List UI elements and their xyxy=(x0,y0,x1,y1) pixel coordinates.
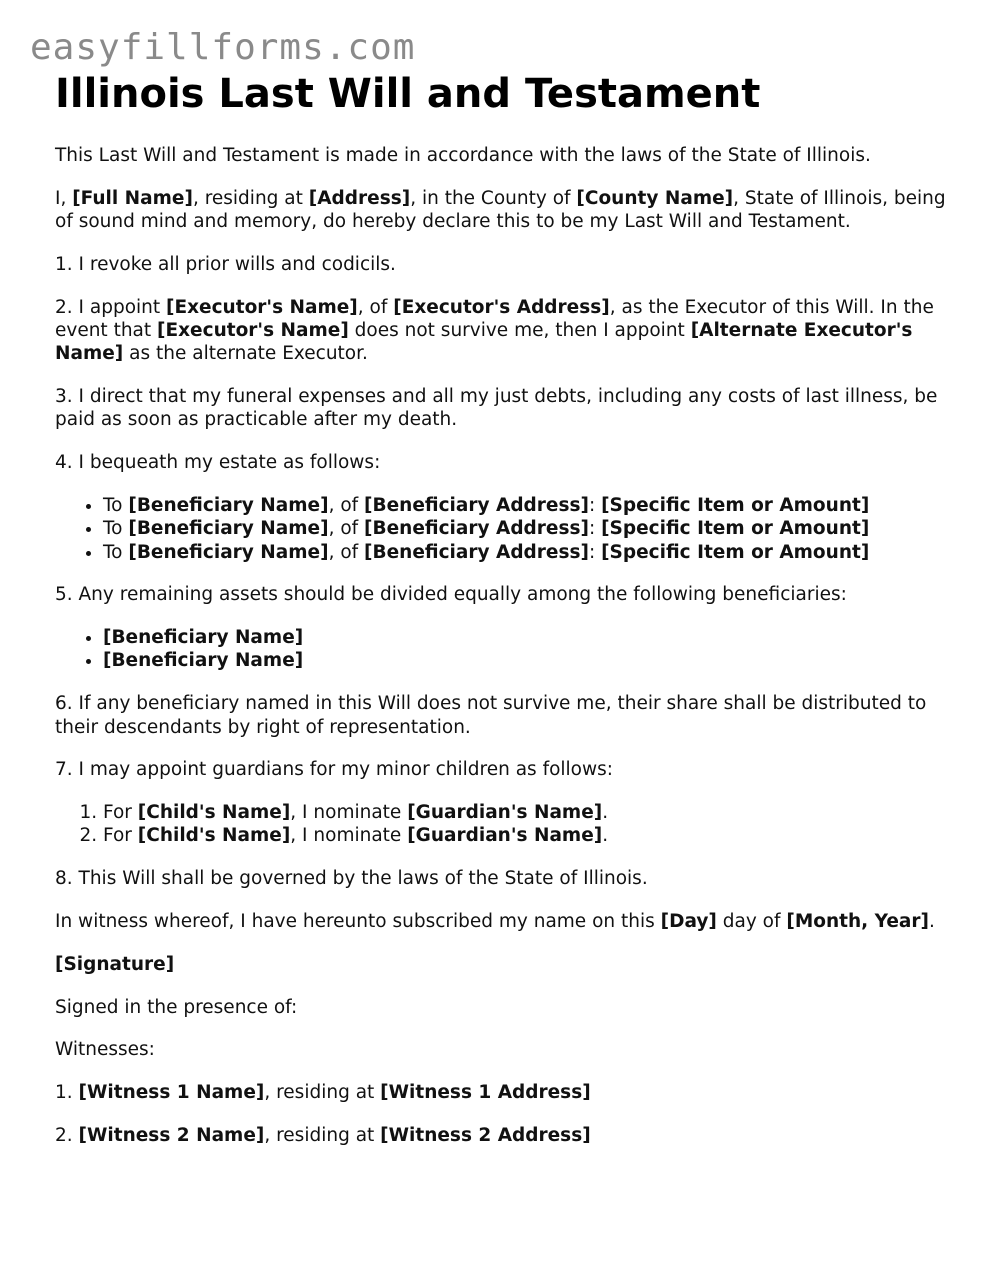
clause-residuary: 5. Any remaining assets should be divided equally among the following beneficiaries: xyxy=(55,584,847,606)
clause-lapse: 6. If any beneficiary named in this Will does not survive me, their share shall be distributed to their descendants by right of representation. xyxy=(55,693,927,738)
witness-address-field: [Witness 1 Address] xyxy=(380,1082,591,1104)
declaration-paragraph: I, [Full Name], residing at [Address], in the County of [County Name], State of Illinois, being of sound mind and memory, do hereby declare this to be my Last Will and Testament. xyxy=(55,187,946,233)
witness-name-field: [Witness 2 Name] xyxy=(78,1125,265,1147)
document-title: Illinois Last Will and Testament xyxy=(55,71,761,117)
signed-presence-text: Signed in the presence of: xyxy=(55,996,298,1018)
clause-debts: 3. I direct that my funeral expenses and all my just debts, including any costs of last illness, be paid as soon as practicable after my death. xyxy=(55,386,938,431)
clause-revoke: 1. I revoke all prior wills and codicils. xyxy=(55,253,396,275)
signature-line xyxy=(55,953,947,976)
list-item: • [Beneficiary Name] xyxy=(103,626,947,649)
list-item: • To [Beneficiary Name], of [Beneficiary Address]: [Specific Item or Amount] xyxy=(103,541,947,564)
executor-name-field: [Executor's Name] xyxy=(166,296,358,318)
guardian-list xyxy=(55,801,947,848)
county-field: [County Name] xyxy=(576,187,734,209)
address-field: [Address] xyxy=(308,187,411,209)
list-item: • [Beneficiary Name] xyxy=(103,649,947,672)
signature-field: [Signature] xyxy=(55,953,175,975)
witnesses-label: Witnesses: xyxy=(55,1039,155,1061)
witness-line-1: 1. [Witness 1 Name], residing at [Witness 1 Address] xyxy=(55,1082,591,1104)
watermark: easyfillforms.com xyxy=(30,27,416,68)
intro-paragraph: This Last Will and Testament is made in accordance with the laws of the State of Illinois. xyxy=(55,145,871,166)
clause-governing-law: 8. This Will shall be governed by the laws of the State of Illinois. xyxy=(55,868,648,890)
witness-clause: In witness whereof, I have hereunto subscribed my name on this [Day] day of [Month, Year]. xyxy=(55,911,935,933)
list-item: 1. For [Child's Name], I nominate [Guardian's Name]. xyxy=(103,801,947,824)
list-item: • To [Beneficiary Name], of [Beneficiary Address]: [Specific Item or Amount] xyxy=(103,494,947,517)
month-year-field: [Month, Year] xyxy=(786,911,929,933)
residuary-list xyxy=(55,626,947,673)
executor-address-field: [Executor's Address] xyxy=(393,296,610,318)
witness-line-2: 2. [Witness 2 Name], residing at [Witness 2 Address] xyxy=(55,1125,591,1147)
alternate-executor-field: [Alternate Executor's Name] xyxy=(55,319,913,365)
clause-bequeath: 4. I bequeath my estate as follows: xyxy=(55,452,381,474)
day-field: [Day] xyxy=(660,911,717,933)
witness-address-field: [Witness 2 Address] xyxy=(380,1125,591,1147)
clause-executor: 2. I appoint [Executor's Name], of [Executor's Address], as the Executor of this Will. In the event that [Executor's Name] does not survive me, then I appoint [Alternate Executor's Name] as the alternate Executor. xyxy=(55,296,934,365)
clause-guardians: 7. I may appoint guardians for my minor children as follows: xyxy=(55,759,613,781)
bequest-list xyxy=(55,494,947,564)
will-body xyxy=(55,144,947,1167)
list-item: 2. For [Child's Name], I nominate [Guardian's Name]. xyxy=(103,824,947,847)
full-name-field: [Full Name] xyxy=(72,187,193,209)
witness-name-field: [Witness 1 Name] xyxy=(78,1082,265,1104)
executor-name-field: [Executor's Name] xyxy=(157,319,349,341)
list-item: • To [Beneficiary Name], of [Beneficiary Address]: [Specific Item or Amount] xyxy=(103,517,947,540)
